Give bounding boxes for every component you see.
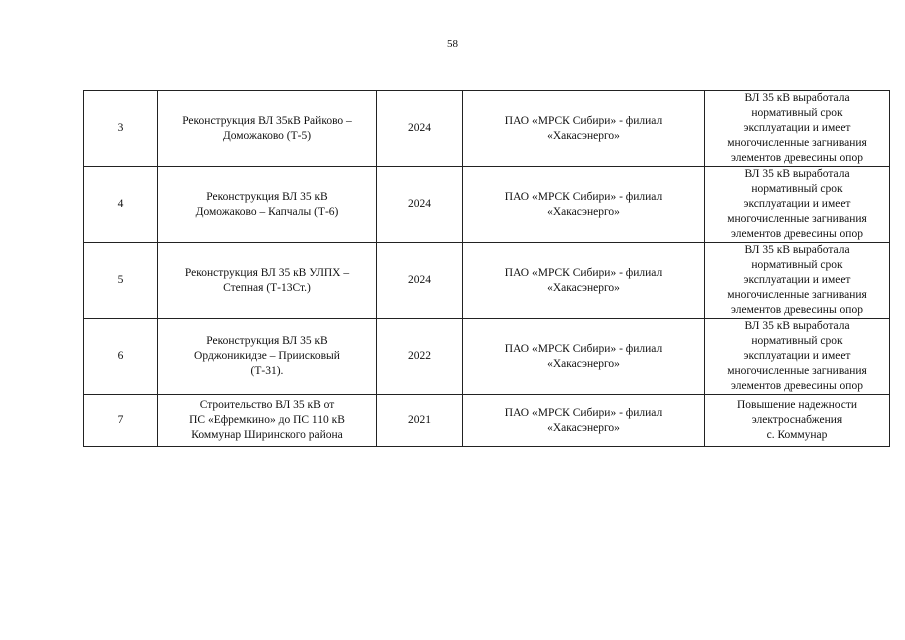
work-name: Реконструкция ВЛ 35 кВ УЛПХ – Степная (Т-13Ст.) — [184, 266, 350, 294]
organization: ПАО «МРСК Сибири» - филиал «Хакасэнерго» — [504, 114, 663, 142]
work-name: Строительство ВЛ 35 кВ от ПС «Ефремкино» до ПС 110 кВ Коммунар Ширинского района — [189, 399, 345, 441]
work-name-cell — [158, 243, 377, 319]
reason-cell — [705, 91, 890, 167]
work-name-cell — [158, 319, 377, 395]
work-name-cell — [158, 167, 377, 243]
row-number-cell — [84, 243, 158, 319]
organization: ПАО «МРСК Сибири» - филиал «Хакасэнерго» — [504, 342, 663, 370]
reason: ВЛ 35 кВ выработала нормативный срок эксплуатации и имеет многочисленные загнивания элементов древесины опор — [727, 168, 867, 240]
reason: ВЛ 35 кВ выработала нормативный срок эксплуатации и имеет многочисленные загнивания элементов древесины опор — [727, 244, 867, 316]
row-number-cell — [84, 319, 158, 395]
year-cell — [377, 167, 463, 243]
row-number-cell — [84, 91, 158, 167]
works-table — [83, 90, 890, 447]
table-row — [84, 395, 890, 447]
reason-cell — [705, 243, 890, 319]
work-name: Реконструкция ВЛ 35кВ Райково – Доможаково (Т-5) — [182, 114, 352, 142]
organization: ПАО «МРСК Сибири» - филиал «Хакасэнерго» — [504, 266, 663, 294]
row-number-cell — [84, 167, 158, 243]
year: 2024 — [408, 122, 431, 134]
year: 2024 — [408, 274, 431, 286]
table-row — [84, 91, 890, 167]
table-row — [84, 167, 890, 243]
work-name: Реконструкция ВЛ 35 кВ Доможаково – Капчалы (Т-6) — [195, 190, 339, 218]
work-name-cell — [158, 395, 377, 447]
year: 2022 — [408, 350, 431, 362]
reason-cell — [705, 167, 890, 243]
reason: ВЛ 35 кВ выработала нормативный срок эксплуатации и имеет многочисленные загнивания элементов древесины опор — [727, 320, 867, 392]
organization-cell — [463, 243, 705, 319]
row-number: 5 — [117, 274, 124, 286]
table-row — [84, 319, 890, 395]
row-number: 4 — [117, 198, 124, 210]
year-cell — [377, 319, 463, 395]
reason-cell — [705, 319, 890, 395]
page-number: 58 — [447, 38, 458, 50]
table-row — [84, 243, 890, 319]
organization-cell — [463, 91, 705, 167]
work-name: Реконструкция ВЛ 35 кВ Орджоникидзе – Приисковый (Т-31). — [194, 335, 340, 377]
reason-cell — [705, 395, 890, 447]
organization-cell — [463, 319, 705, 395]
organization-cell — [463, 395, 705, 447]
organization: ПАО «МРСК Сибири» - филиал «Хакасэнерго» — [504, 406, 663, 434]
reason: Повышение надежности электроснабжения с. Коммунар — [736, 399, 858, 441]
reason: ВЛ 35 кВ выработала нормативный срок эксплуатации и имеет многочисленные загнивания элементов древесины опор — [727, 92, 867, 164]
work-name-cell — [158, 91, 377, 167]
row-number-cell — [84, 395, 158, 447]
row-number: 6 — [117, 350, 124, 362]
organization: ПАО «МРСК Сибири» - филиал «Хакасэнерго» — [504, 190, 663, 218]
organization-cell — [463, 167, 705, 243]
row-number: 7 — [117, 414, 124, 426]
year-cell — [377, 243, 463, 319]
year-cell — [377, 91, 463, 167]
year-cell — [377, 395, 463, 447]
year: 2021 — [408, 414, 431, 426]
row-number: 3 — [117, 122, 124, 134]
year: 2024 — [408, 198, 431, 210]
